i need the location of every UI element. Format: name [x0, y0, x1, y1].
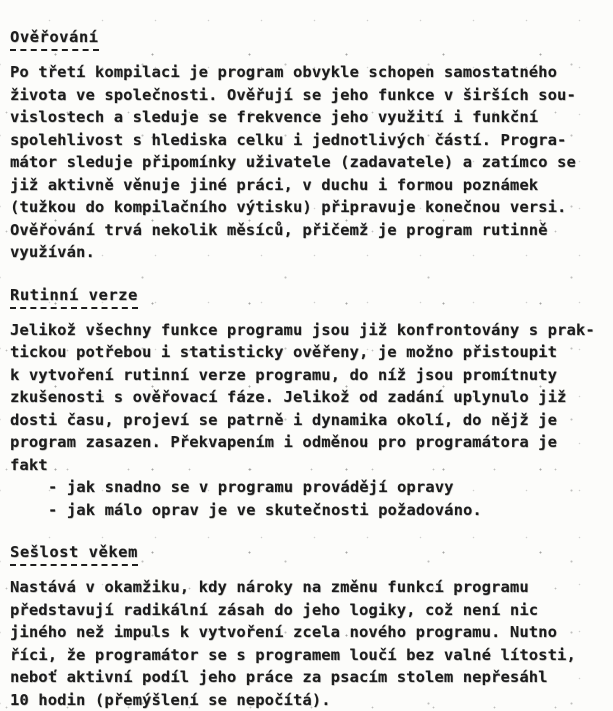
section-heading: Ověřování — [10, 28, 99, 51]
paragraph — [10, 576, 607, 711]
bullet-item: - jak málo oprav je ve skutečnosti požadováno. — [48, 499, 607, 522]
paragraph — [10, 61, 607, 264]
text-line: již aktivně věnuje jiné práci, v duchu i formou poznámek — [10, 174, 607, 197]
text-line: 10 hodin (přemýšlení se nepočítá). — [10, 689, 607, 711]
text-line: Po třetí kompilaci je program obvykle schopen samostatného — [10, 61, 607, 84]
section-overovani — [10, 27, 607, 264]
text-line: dosti času, projeví se patrně i dynamika okolí, do nějž je — [10, 409, 607, 432]
text-line: zkušenosti s ověřovací fáze. Jelikož od zadání uplynulo již — [10, 386, 607, 409]
paragraph — [10, 319, 607, 522]
text-line: k vytvoření rutinní verze programu, do níž jsou promítnuty — [10, 364, 607, 387]
text-line: (tužkou do kompilačního výtisku) připravuje konečnou versi. — [10, 196, 607, 219]
text-line: neboť aktivní podíl jeho práce za psacím stolem nepřesáhl — [10, 666, 607, 689]
text-line: program zasazen. Překvapením i odměnou pro programátora je — [10, 431, 607, 454]
text-line: fakt — [10, 454, 607, 477]
text-line: Nastává v okamžiku, kdy nároky na změnu funkcí programu — [10, 576, 607, 599]
text-line: tickou potřebou i statisticky ověřeny, je možno přistoupit — [10, 341, 607, 364]
text-line: vislostech a sleduje se frekvence jeho využití i funkční — [10, 106, 607, 129]
text-line: spolehlivost s hlediska celku i jednotlivých částí. Progra- — [10, 129, 607, 152]
section-seslost-vekem — [10, 542, 607, 711]
section-rutinni-verze — [10, 285, 607, 522]
text-line: říci, že programátor se s programem loučí bez valné lítosti, — [10, 644, 607, 667]
text-line: představují radikální zásah do jeho logiky, což není nic — [10, 599, 607, 622]
text-line: jiného než impuls k vytvoření zcela nového programu. Nutno — [10, 621, 607, 644]
text-line: života ve společnosti. Ověřují se jeho funkce v širších sou- — [10, 84, 607, 107]
bullet-item: - jak snadno se v programu provádějí opravy — [48, 476, 607, 499]
text-line: mátor sleduje připomínky uživatele (zadavatele) a zatímco se — [10, 151, 607, 174]
text-line: využíván. — [10, 241, 607, 264]
text-line: Ověřování trvá nekolik měsíců, přičemž je program rutinně — [10, 219, 607, 242]
section-heading: Rutinní verze — [10, 286, 138, 309]
section-heading: Sešlost věkem — [10, 543, 138, 566]
text-line: Jelikož všechny funkce programu jsou již konfrontovány s prak- — [10, 319, 607, 342]
